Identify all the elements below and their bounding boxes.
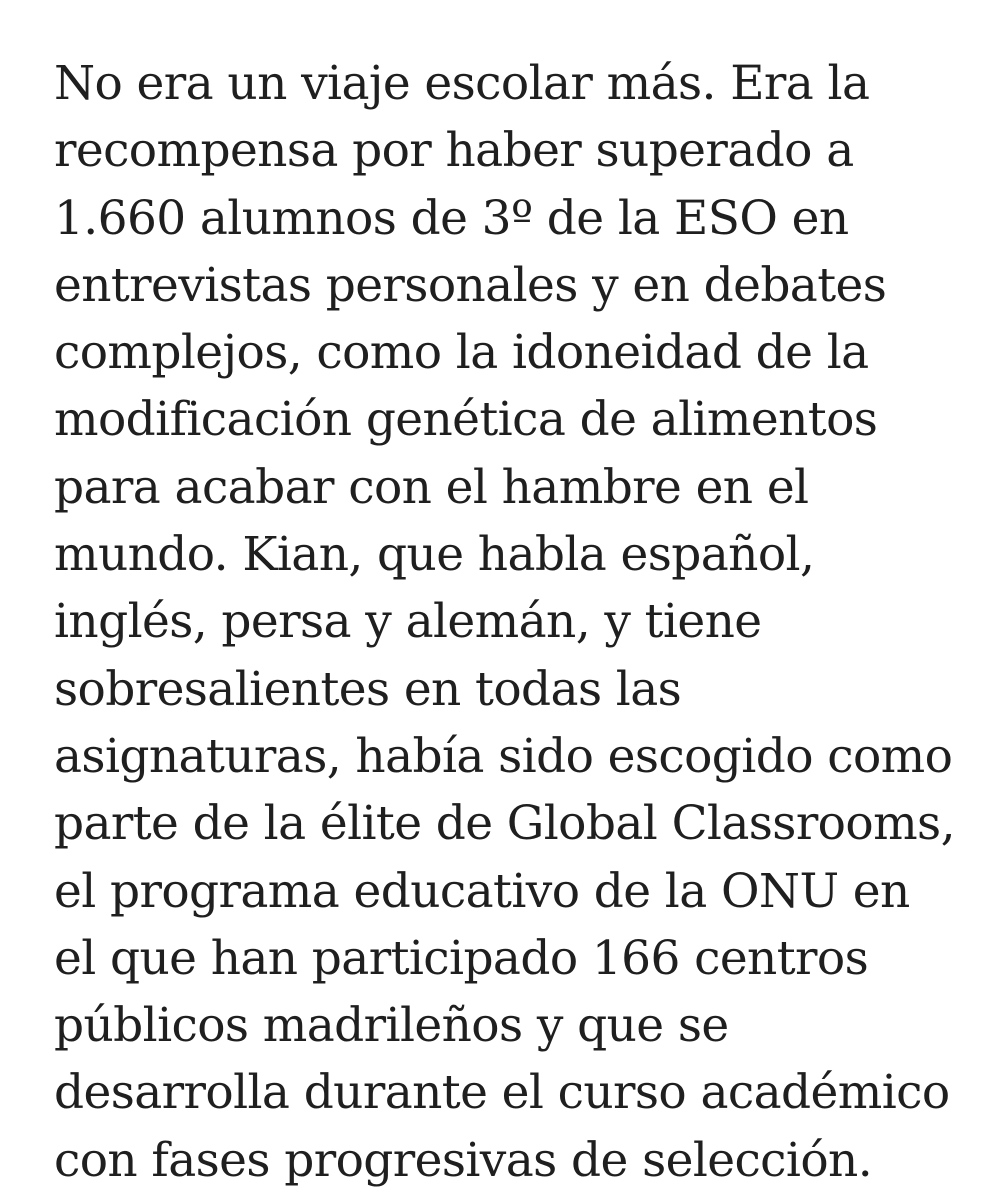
paragraph-line: el programa educativo de la ONU en [54,863,910,919]
paragraph-line: entrevistas personales y en debates [54,257,887,313]
article-paragraph [54,50,974,1194]
paragraph-line: complejos, como la idoneidad de la [54,325,869,381]
paragraph-line: parte de la élite de Global Classrooms, [54,796,955,852]
paragraph-line: modificación genética de alimentos [54,392,878,448]
paragraph-line: para acabar con el hambre en el [54,459,809,515]
paragraph-line: asignaturas, había sido escogido como [54,728,953,784]
paragraph-line: con fases progresivas de selección. [54,1132,873,1188]
paragraph-line: públicos madrileños y que se [54,998,729,1054]
paragraph-line: recompensa por haber superado a [54,123,854,179]
paragraph-line: inglés, persa y alemán, y tiene [54,594,762,650]
paragraph-line: mundo. Kian, que habla español, [54,527,815,583]
paragraph-line: el que han participado 166 centros [54,930,869,986]
paragraph-line: No era un viaje escolar más. Era la [54,56,870,111]
paragraph-line: 1.660 alumnos de 3º de la ESO en [54,190,849,246]
paragraph-line: desarrolla durante el curso académico [54,1065,950,1121]
paragraph-line: sobresalientes en todas las [54,661,682,717]
